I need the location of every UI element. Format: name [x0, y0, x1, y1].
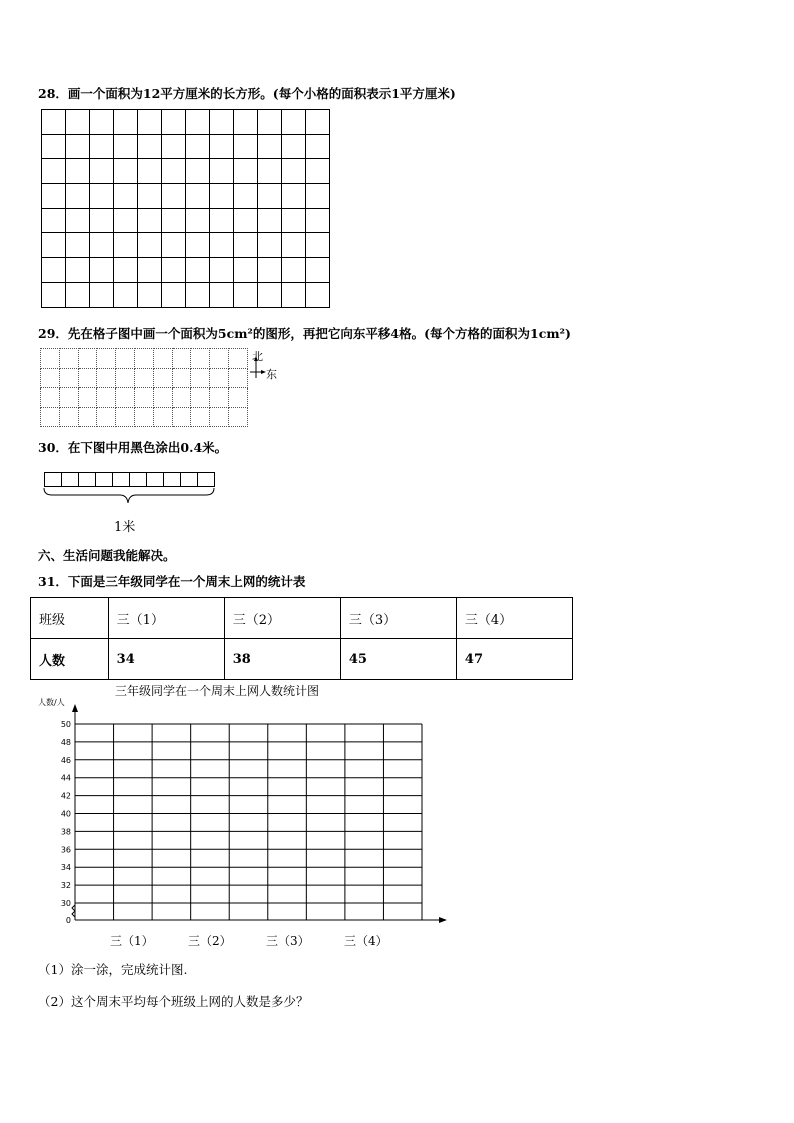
- grid-cell[interactable]: [97, 407, 116, 427]
- grid-cell[interactable]: [59, 349, 78, 369]
- grid-cell[interactable]: [306, 159, 330, 184]
- grid-cell[interactable]: [90, 134, 114, 159]
- y-tick-label: 34: [60, 863, 71, 873]
- grid-cell[interactable]: [59, 407, 78, 427]
- grid-cell[interactable]: [234, 159, 258, 184]
- question-28: 28．画一个面积为12平方厘米的长方形。(每个小格的面积表示1平方厘米): [38, 86, 456, 101]
- grid-cell[interactable]: [66, 110, 90, 135]
- grid-cell[interactable]: [181, 473, 198, 487]
- table-cell: 三（2）: [224, 598, 340, 639]
- grid-cell[interactable]: [90, 233, 114, 258]
- grid-cell[interactable]: [282, 134, 306, 159]
- grid-cell[interactable]: [282, 184, 306, 209]
- grid-cell[interactable]: [210, 407, 229, 427]
- grid-cell[interactable]: [138, 258, 162, 283]
- x-tick-label: 三（4）: [344, 934, 388, 948]
- grid-cell[interactable]: [42, 159, 66, 184]
- grid-cell[interactable]: [114, 184, 138, 209]
- grid-cell[interactable]: [258, 184, 282, 209]
- grid-cell[interactable]: [114, 233, 138, 258]
- grid-cell[interactable]: [191, 388, 210, 408]
- grid-cell[interactable]: [306, 134, 330, 159]
- grid-cell[interactable]: [90, 184, 114, 209]
- sub-question-2: （2）这个周末平均每个班级上网的人数是多少？: [38, 994, 309, 1009]
- grid-cell[interactable]: [153, 368, 172, 388]
- grid-cell[interactable]: [114, 258, 138, 283]
- grid-cell[interactable]: [162, 208, 186, 233]
- table-cell: 45: [340, 639, 456, 680]
- grid-cell[interactable]: [234, 110, 258, 135]
- grid-cell[interactable]: [42, 233, 66, 258]
- grid-cell[interactable]: [186, 258, 210, 283]
- grid-cell[interactable]: [97, 349, 116, 369]
- grid-cell[interactable]: [258, 159, 282, 184]
- grid-cell[interactable]: [42, 110, 66, 135]
- grid-cell[interactable]: [282, 233, 306, 258]
- grid-cell[interactable]: [234, 282, 258, 307]
- grid-cell[interactable]: [258, 110, 282, 135]
- table-cell: 人数: [31, 639, 109, 680]
- grid-cell[interactable]: [134, 368, 153, 388]
- grid-cell[interactable]: [210, 349, 229, 369]
- grid-cell[interactable]: [66, 134, 90, 159]
- grid-cell[interactable]: [228, 368, 247, 388]
- grid-cell[interactable]: [282, 258, 306, 283]
- table-cell: 三（4）: [456, 598, 572, 639]
- grid-cell[interactable]: [66, 184, 90, 209]
- grid-cell[interactable]: [116, 368, 135, 388]
- table-cell: 三（1）: [108, 598, 224, 639]
- grid-cell[interactable]: [66, 159, 90, 184]
- grid-cell[interactable]: [210, 233, 234, 258]
- grid-cell[interactable]: [90, 208, 114, 233]
- grid-cell[interactable]: [153, 349, 172, 369]
- grid-cell[interactable]: [282, 110, 306, 135]
- table-cell: 34: [108, 639, 224, 680]
- grid-cell[interactable]: [116, 349, 135, 369]
- grid-cell[interactable]: [210, 258, 234, 283]
- grid-cell[interactable]: [114, 208, 138, 233]
- grid-cell[interactable]: [41, 368, 60, 388]
- grid-cell[interactable]: [234, 233, 258, 258]
- grid-cell[interactable]: [97, 368, 116, 388]
- grid-cell[interactable]: [138, 282, 162, 307]
- grid-cell[interactable]: [210, 134, 234, 159]
- brace-icon: [42, 487, 217, 507]
- grid-cell[interactable]: [138, 134, 162, 159]
- grid-cell[interactable]: [186, 282, 210, 307]
- grid-cell[interactable]: [138, 184, 162, 209]
- grid-cell[interactable]: [186, 110, 210, 135]
- grid-cell[interactable]: [186, 159, 210, 184]
- grid-cell[interactable]: [41, 388, 60, 408]
- grid-cell[interactable]: [90, 258, 114, 283]
- grid-cell[interactable]: [172, 388, 191, 408]
- y-tick-label: 30: [60, 899, 71, 908]
- grid-cell[interactable]: [186, 134, 210, 159]
- grid-cell[interactable]: [306, 110, 330, 135]
- grid-cell[interactable]: [41, 349, 60, 369]
- grid-cell[interactable]: [114, 159, 138, 184]
- grid-cell[interactable]: [228, 349, 247, 369]
- grid-cell[interactable]: [210, 184, 234, 209]
- table-header-row: [31, 598, 573, 639]
- grid-cell[interactable]: [186, 233, 210, 258]
- grid-cell[interactable]: [198, 473, 215, 487]
- grid-cell[interactable]: [116, 388, 135, 408]
- grid-cell[interactable]: [162, 159, 186, 184]
- grid-cell[interactable]: [45, 473, 62, 487]
- y-tick-label: 42: [60, 791, 71, 801]
- grid-cell[interactable]: [134, 407, 153, 427]
- table-cell: 47: [456, 639, 572, 680]
- grid-cell[interactable]: [66, 258, 90, 283]
- grid-cell[interactable]: [210, 159, 234, 184]
- question-30: 30．在下图中用黑色涂出0.4米。: [38, 440, 228, 455]
- grid-cell[interactable]: [162, 134, 186, 159]
- y-tick-label: 50: [60, 720, 71, 729]
- grid-cell[interactable]: [186, 184, 210, 209]
- grid-cell[interactable]: [234, 134, 258, 159]
- question-31: 31．下面是三年级同学在一个周末上网的统计表: [38, 574, 306, 589]
- y-tick-label: 46: [60, 755, 71, 765]
- grid-cell[interactable]: [172, 407, 191, 427]
- grid-cell[interactable]: [210, 282, 234, 307]
- grid-cell[interactable]: [114, 110, 138, 135]
- x-tick-label: 三（3）: [266, 934, 310, 948]
- grid-cell[interactable]: [258, 134, 282, 159]
- grid-cell[interactable]: [306, 233, 330, 258]
- table-cell: 班级: [31, 598, 109, 639]
- grid-cell[interactable]: [78, 349, 97, 369]
- grid-cell[interactable]: [42, 134, 66, 159]
- grid-cell[interactable]: [210, 368, 229, 388]
- table-cell: 三（3）: [340, 598, 456, 639]
- grid-cell[interactable]: [116, 407, 135, 427]
- grid-cell[interactable]: [228, 407, 247, 427]
- grid-cell[interactable]: [191, 349, 210, 369]
- y-tick-label: 48: [60, 737, 71, 747]
- grid-cell[interactable]: [234, 184, 258, 209]
- grid-cell[interactable]: [282, 282, 306, 307]
- grid-cell[interactable]: [258, 282, 282, 307]
- grid-cell[interactable]: [42, 208, 66, 233]
- grid-cell[interactable]: [138, 233, 162, 258]
- east-label: 东: [266, 368, 277, 381]
- stat-table: [30, 597, 573, 680]
- grid-cell[interactable]: [42, 258, 66, 283]
- grid-cell[interactable]: [153, 407, 172, 427]
- grid-cell[interactable]: [306, 258, 330, 283]
- grid-cell[interactable]: [96, 473, 113, 487]
- grid-cell[interactable]: [41, 407, 60, 427]
- grid-cell[interactable]: [306, 208, 330, 233]
- grid-cell[interactable]: [162, 258, 186, 283]
- grid-cell[interactable]: [90, 282, 114, 307]
- grid-cell[interactable]: [306, 184, 330, 209]
- grid-cell[interactable]: [228, 388, 247, 408]
- grid-cell[interactable]: [66, 208, 90, 233]
- x-axis-arrow-icon: [439, 917, 447, 923]
- table-cell: 38: [224, 639, 340, 680]
- grid-cell[interactable]: [134, 349, 153, 369]
- grid-cell[interactable]: [78, 368, 97, 388]
- grid-cell[interactable]: [138, 208, 162, 233]
- question-29: 29．先在格子图中画一个面积为5cm²的图形，再把它向东平移4格。(每个方格的面积为1cm²): [38, 326, 571, 341]
- grid-cell[interactable]: [258, 208, 282, 233]
- grid-cell[interactable]: [79, 473, 96, 487]
- grid-cell[interactable]: [191, 368, 210, 388]
- one-meter-label: 1米: [114, 520, 136, 535]
- grid-cell[interactable]: [210, 110, 234, 135]
- grid-cell[interactable]: [162, 233, 186, 258]
- grid-cell[interactable]: [59, 368, 78, 388]
- grid-cell[interactable]: [134, 388, 153, 408]
- grid-cell[interactable]: [258, 258, 282, 283]
- grid-cell[interactable]: [234, 258, 258, 283]
- y-tick-label: 38: [60, 827, 71, 837]
- grid-cell[interactable]: [191, 407, 210, 427]
- grid-cell[interactable]: [138, 110, 162, 135]
- grid-cell[interactable]: [130, 473, 147, 487]
- grid-cell[interactable]: [90, 159, 114, 184]
- y-tick-label: 0: [65, 916, 71, 925]
- grid-cell[interactable]: [210, 388, 229, 408]
- grid-cell[interactable]: [97, 388, 116, 408]
- y-axis-label: 人数/人: [38, 698, 65, 707]
- grid-cell[interactable]: [172, 368, 191, 388]
- grid-cell[interactable]: [42, 282, 66, 307]
- grid-cell[interactable]: [113, 473, 130, 487]
- grid-cell[interactable]: [282, 208, 306, 233]
- grid-cell[interactable]: [172, 349, 191, 369]
- grid-cell[interactable]: [114, 282, 138, 307]
- bar-chart[interactable]: [0, 700, 460, 960]
- grid-cell[interactable]: [258, 233, 282, 258]
- grid-cell[interactable]: [162, 282, 186, 307]
- grid-cell[interactable]: [147, 473, 164, 487]
- grid-cell[interactable]: [186, 208, 210, 233]
- y-tick-label: 40: [60, 809, 71, 819]
- grid-cell[interactable]: [66, 282, 90, 307]
- grid-cell[interactable]: [210, 208, 234, 233]
- grid-cell[interactable]: [306, 282, 330, 307]
- table-row: [31, 639, 573, 680]
- y-tick-label: 44: [60, 773, 71, 783]
- y-tick-label: 32: [60, 881, 71, 891]
- grid-cell[interactable]: [162, 184, 186, 209]
- grid-cell[interactable]: [282, 159, 306, 184]
- grid-cell[interactable]: [59, 388, 78, 408]
- grid-cell[interactable]: [66, 233, 90, 258]
- grid-cell[interactable]: [153, 388, 172, 408]
- sub-question-1: （1）涂一涂，完成统计图.: [38, 962, 188, 977]
- grid-cell[interactable]: [78, 388, 97, 408]
- section-6-heading: 六、生活问题我能解决。: [38, 548, 176, 563]
- grid-cell[interactable]: [62, 473, 79, 487]
- grid-cell[interactable]: [164, 473, 181, 487]
- grid-cell[interactable]: [234, 208, 258, 233]
- grid-cell[interactable]: [162, 110, 186, 135]
- y-tick-label: 36: [60, 845, 71, 855]
- north-label: 北: [252, 350, 263, 363]
- grid-cell[interactable]: [90, 110, 114, 135]
- grid-cell[interactable]: [114, 134, 138, 159]
- x-tick-label: 三（1）: [110, 934, 154, 948]
- grid-cell[interactable]: [138, 159, 162, 184]
- grid-cell[interactable]: [42, 184, 66, 209]
- y-axis-arrow-icon: [72, 704, 78, 712]
- grid-cell[interactable]: [78, 407, 97, 427]
- chart-title: 三年级同学在一个周末上网人数统计图: [115, 684, 320, 698]
- x-tick-label: 三（2）: [188, 934, 232, 948]
